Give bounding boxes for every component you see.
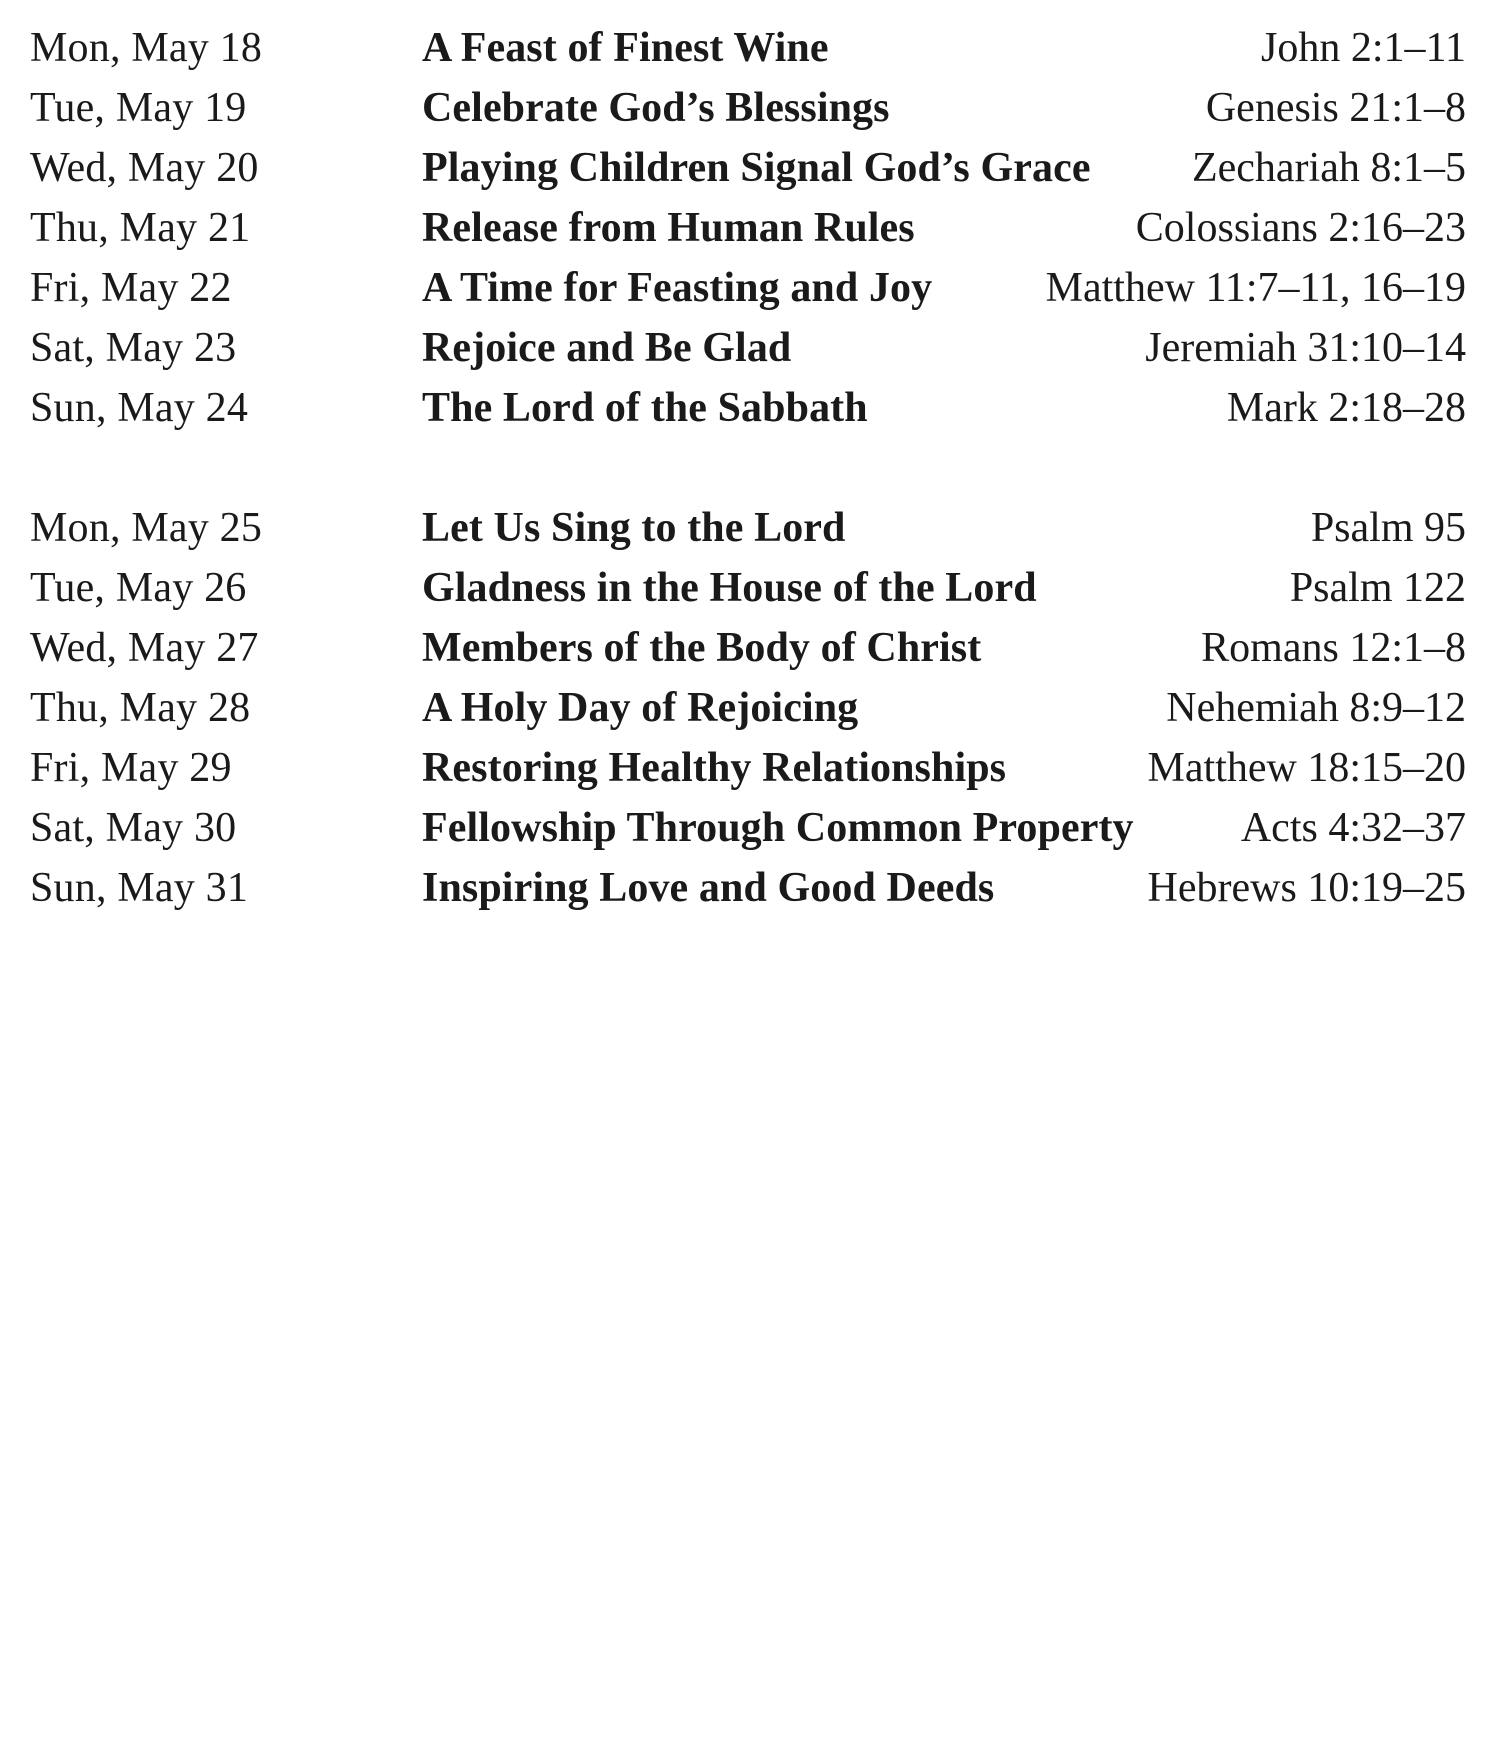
- schedule-row: [30, 138, 1466, 198]
- schedule-row: [30, 78, 1466, 138]
- week-2: [30, 498, 1466, 918]
- scripture-reference: Hebrews 10:19–25: [1147, 865, 1466, 911]
- reading-date: Wed, May 20: [30, 145, 259, 191]
- schedule-row: [30, 798, 1466, 858]
- reading-title: Restoring Healthy Relationships: [422, 745, 1007, 791]
- reading-date: Fri, May 22: [30, 265, 232, 311]
- scripture-reference: Matthew 11:7–11, 16–19: [1045, 265, 1466, 311]
- reading-date: Sat, May 23: [30, 325, 237, 371]
- schedule-row: [30, 558, 1466, 618]
- scripture-reference: Romans 12:1–8: [1201, 625, 1466, 671]
- schedule-row: [30, 258, 1466, 318]
- reading-date: Mon, May 25: [30, 505, 263, 551]
- schedule-row: [30, 678, 1466, 738]
- schedule-row: [30, 618, 1466, 678]
- reading-date: Sun, May 31: [30, 865, 249, 911]
- schedule-row: [30, 18, 1466, 78]
- reading-title: Let Us Sing to the Lord: [422, 505, 846, 551]
- reading-date: Fri, May 29: [30, 745, 232, 791]
- week-1: [30, 18, 1466, 438]
- schedule-row: [30, 198, 1466, 258]
- reading-schedule: [30, 18, 1466, 918]
- reading-date: Tue, May 26: [30, 565, 247, 611]
- reading-title: Inspiring Love and Good Deeds: [422, 865, 995, 911]
- scripture-reference: Colossians 2:16–23: [1135, 205, 1466, 251]
- reading-title: Release from Human Rules: [422, 205, 915, 251]
- reading-title: Celebrate God’s Blessings: [422, 85, 890, 131]
- scripture-reference: Zechariah 8:1–5: [1191, 145, 1466, 191]
- scripture-reference: John 2:1–11: [1261, 25, 1466, 71]
- scripture-reference: Jeremiah 31:10–14: [1145, 325, 1466, 371]
- reading-date: Wed, May 27: [30, 625, 259, 671]
- reading-title: Members of the Body of Christ: [422, 625, 982, 671]
- reading-title: Rejoice and Be Glad: [422, 325, 792, 371]
- reading-date: Tue, May 19: [30, 85, 247, 131]
- schedule-row: [30, 318, 1466, 378]
- reading-title: Playing Children Signal God’s Grace: [422, 145, 1091, 191]
- scripture-reference: Mark 2:18–28: [1226, 385, 1466, 431]
- reading-title: The Lord of the Sabbath: [422, 385, 868, 431]
- reading-title: A Holy Day of Rejoicing: [422, 685, 859, 731]
- reading-title: A Feast of Finest Wine: [422, 25, 829, 71]
- reading-date: Sat, May 30: [30, 805, 237, 851]
- schedule-row: [30, 498, 1466, 558]
- scripture-reference: Acts 4:32–37: [1240, 805, 1466, 851]
- scripture-reference: Psalm 95: [1310, 505, 1466, 551]
- reading-date: Thu, May 28: [30, 685, 251, 731]
- reading-date: Mon, May 18: [30, 25, 263, 71]
- reading-date: Thu, May 21: [30, 205, 251, 251]
- schedule-row: [30, 858, 1466, 918]
- scripture-reference: Genesis 21:1–8: [1205, 85, 1466, 131]
- reading-title: A Time for Feasting and Joy: [422, 265, 933, 311]
- scripture-reference: Nehemiah 8:9–12: [1166, 685, 1466, 731]
- reading-title: Gladness in the House of the Lord: [422, 565, 1037, 611]
- schedule-row: [30, 378, 1466, 438]
- reading-title: Fellowship Through Common Property: [422, 805, 1134, 851]
- scripture-reference: Matthew 18:15–20: [1147, 745, 1466, 791]
- schedule-row: [30, 738, 1466, 798]
- reading-date: Sun, May 24: [30, 385, 249, 431]
- scripture-reference: Psalm 122: [1289, 565, 1466, 611]
